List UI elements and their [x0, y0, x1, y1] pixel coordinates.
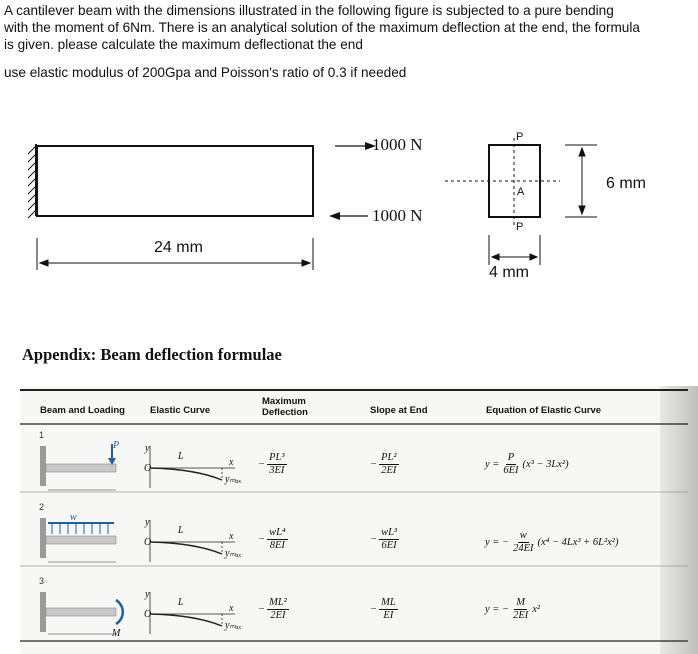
section-height-label: 6 mm — [606, 175, 646, 192]
point-p-bottom-label: P — [516, 221, 524, 233]
curve-x-label-1: x — [229, 457, 234, 468]
row-number-2: 2 — [39, 502, 45, 512]
header-beam-loading: Beam and Loading — [40, 405, 125, 416]
header-max-deflection: Maximum Deflection — [262, 396, 308, 418]
beam-length-label: 24 mm — [154, 239, 203, 256]
loading-diagram-1 — [40, 444, 116, 490]
loading-diagram-2 — [40, 518, 116, 562]
question-line-1: A cantilever beam with the dimensions illustrated in the following figure is subjected to a pure bending — [4, 3, 614, 18]
curve-ymax-label-2: yₘₐₓ — [225, 548, 242, 559]
elastic-curve-2 — [150, 520, 235, 562]
slope-at-end-2: − $\frac{\text{wL³}}{6EI}$ — [370, 527, 398, 551]
header-elastic-curve: Elastic Curve — [150, 405, 211, 416]
question-line-3: is given. please calculate the maximum deflectionat the end — [4, 37, 363, 52]
load-label-2: w — [70, 512, 77, 523]
elastic-equation-3: y = − $\frac{M}{2EI}$ x² — [485, 597, 541, 621]
curve-ymax-label-3: yₘₐₓ — [225, 620, 242, 631]
header-equation: Equation of Elastic Curve — [486, 405, 602, 416]
beam-figure — [0, 120, 698, 290]
row-number-1: 1 — [39, 430, 45, 440]
force-arrow-bottom — [329, 212, 368, 220]
load-label-1: P — [113, 440, 120, 451]
load-label-3: M — [112, 628, 121, 639]
slope-at-end-1: − $\frac{\text{PL²}}{2EI}$ — [370, 452, 397, 476]
force-label-top: 1000 N — [372, 135, 423, 154]
elastic-curve-3 — [150, 592, 235, 634]
curve-o-label-1: O — [144, 463, 152, 474]
curve-y-label-2: y — [145, 517, 150, 528]
appendix-title: Appendix: Beam deflection formulae — [22, 345, 282, 364]
curve-x-label-3: x — [229, 603, 234, 614]
curve-o-label-3: O — [144, 609, 152, 620]
width-dimension — [489, 235, 540, 265]
max-deflection-3: − $\frac{\text{ML²}}{2EI}$ — [258, 597, 287, 621]
header-slope-at-end: Slope at End — [370, 405, 428, 416]
curve-o-label-2: O — [144, 537, 152, 548]
elastic-curves — [140, 440, 250, 645]
section-width-label: 4 mm — [489, 264, 529, 281]
fixed-support-wall — [28, 144, 36, 218]
cantilever-beam — [37, 146, 313, 216]
curve-y-label-1: y — [145, 443, 150, 454]
slope-at-end-3: − $\frac{ML}{EI}$ — [370, 597, 396, 621]
point-a-label: A — [517, 186, 525, 198]
curve-l-label-3: L — [178, 597, 184, 608]
loading-diagrams — [36, 440, 146, 645]
max-deflection-1: − $\frac{\text{PL³}}{3EI}$ — [258, 452, 285, 476]
curve-ymax-label-1: yₘₐₓ — [225, 474, 242, 485]
curve-l-label-1: L — [178, 451, 184, 462]
elastic-equation-1: y = $\frac{P}{6EI}$ (x³ − 3Lx²) — [485, 452, 569, 476]
force-label-bottom: 1000 N — [372, 206, 423, 225]
elastic-curve-1 — [150, 446, 235, 488]
question-line-2: with the moment of 6Nm. There is an analytical solution of the maximum deflection at the end, the formula — [4, 20, 640, 35]
force-arrow-top — [335, 142, 376, 150]
loading-diagram-3 — [40, 592, 123, 634]
max-deflection-2: − $\frac{\text{wL⁴}}{8EI}$ — [258, 527, 286, 551]
point-p-top-label: P — [516, 131, 524, 143]
question-line-4: use elastic modulus of 200Gpa and Poisson's ratio of 0.3 if needed — [4, 65, 407, 80]
curve-l-label-2: L — [178, 525, 184, 536]
row-number-3: 3 — [39, 576, 45, 586]
elastic-equation-2: y = − $\frac{w}{24EI}$ (x⁴ − 4Lx³ + 6L²x²) — [485, 530, 619, 554]
curve-y-label-3: y — [145, 589, 150, 600]
height-dimension — [565, 145, 597, 217]
curve-x-label-2: x — [229, 531, 234, 542]
